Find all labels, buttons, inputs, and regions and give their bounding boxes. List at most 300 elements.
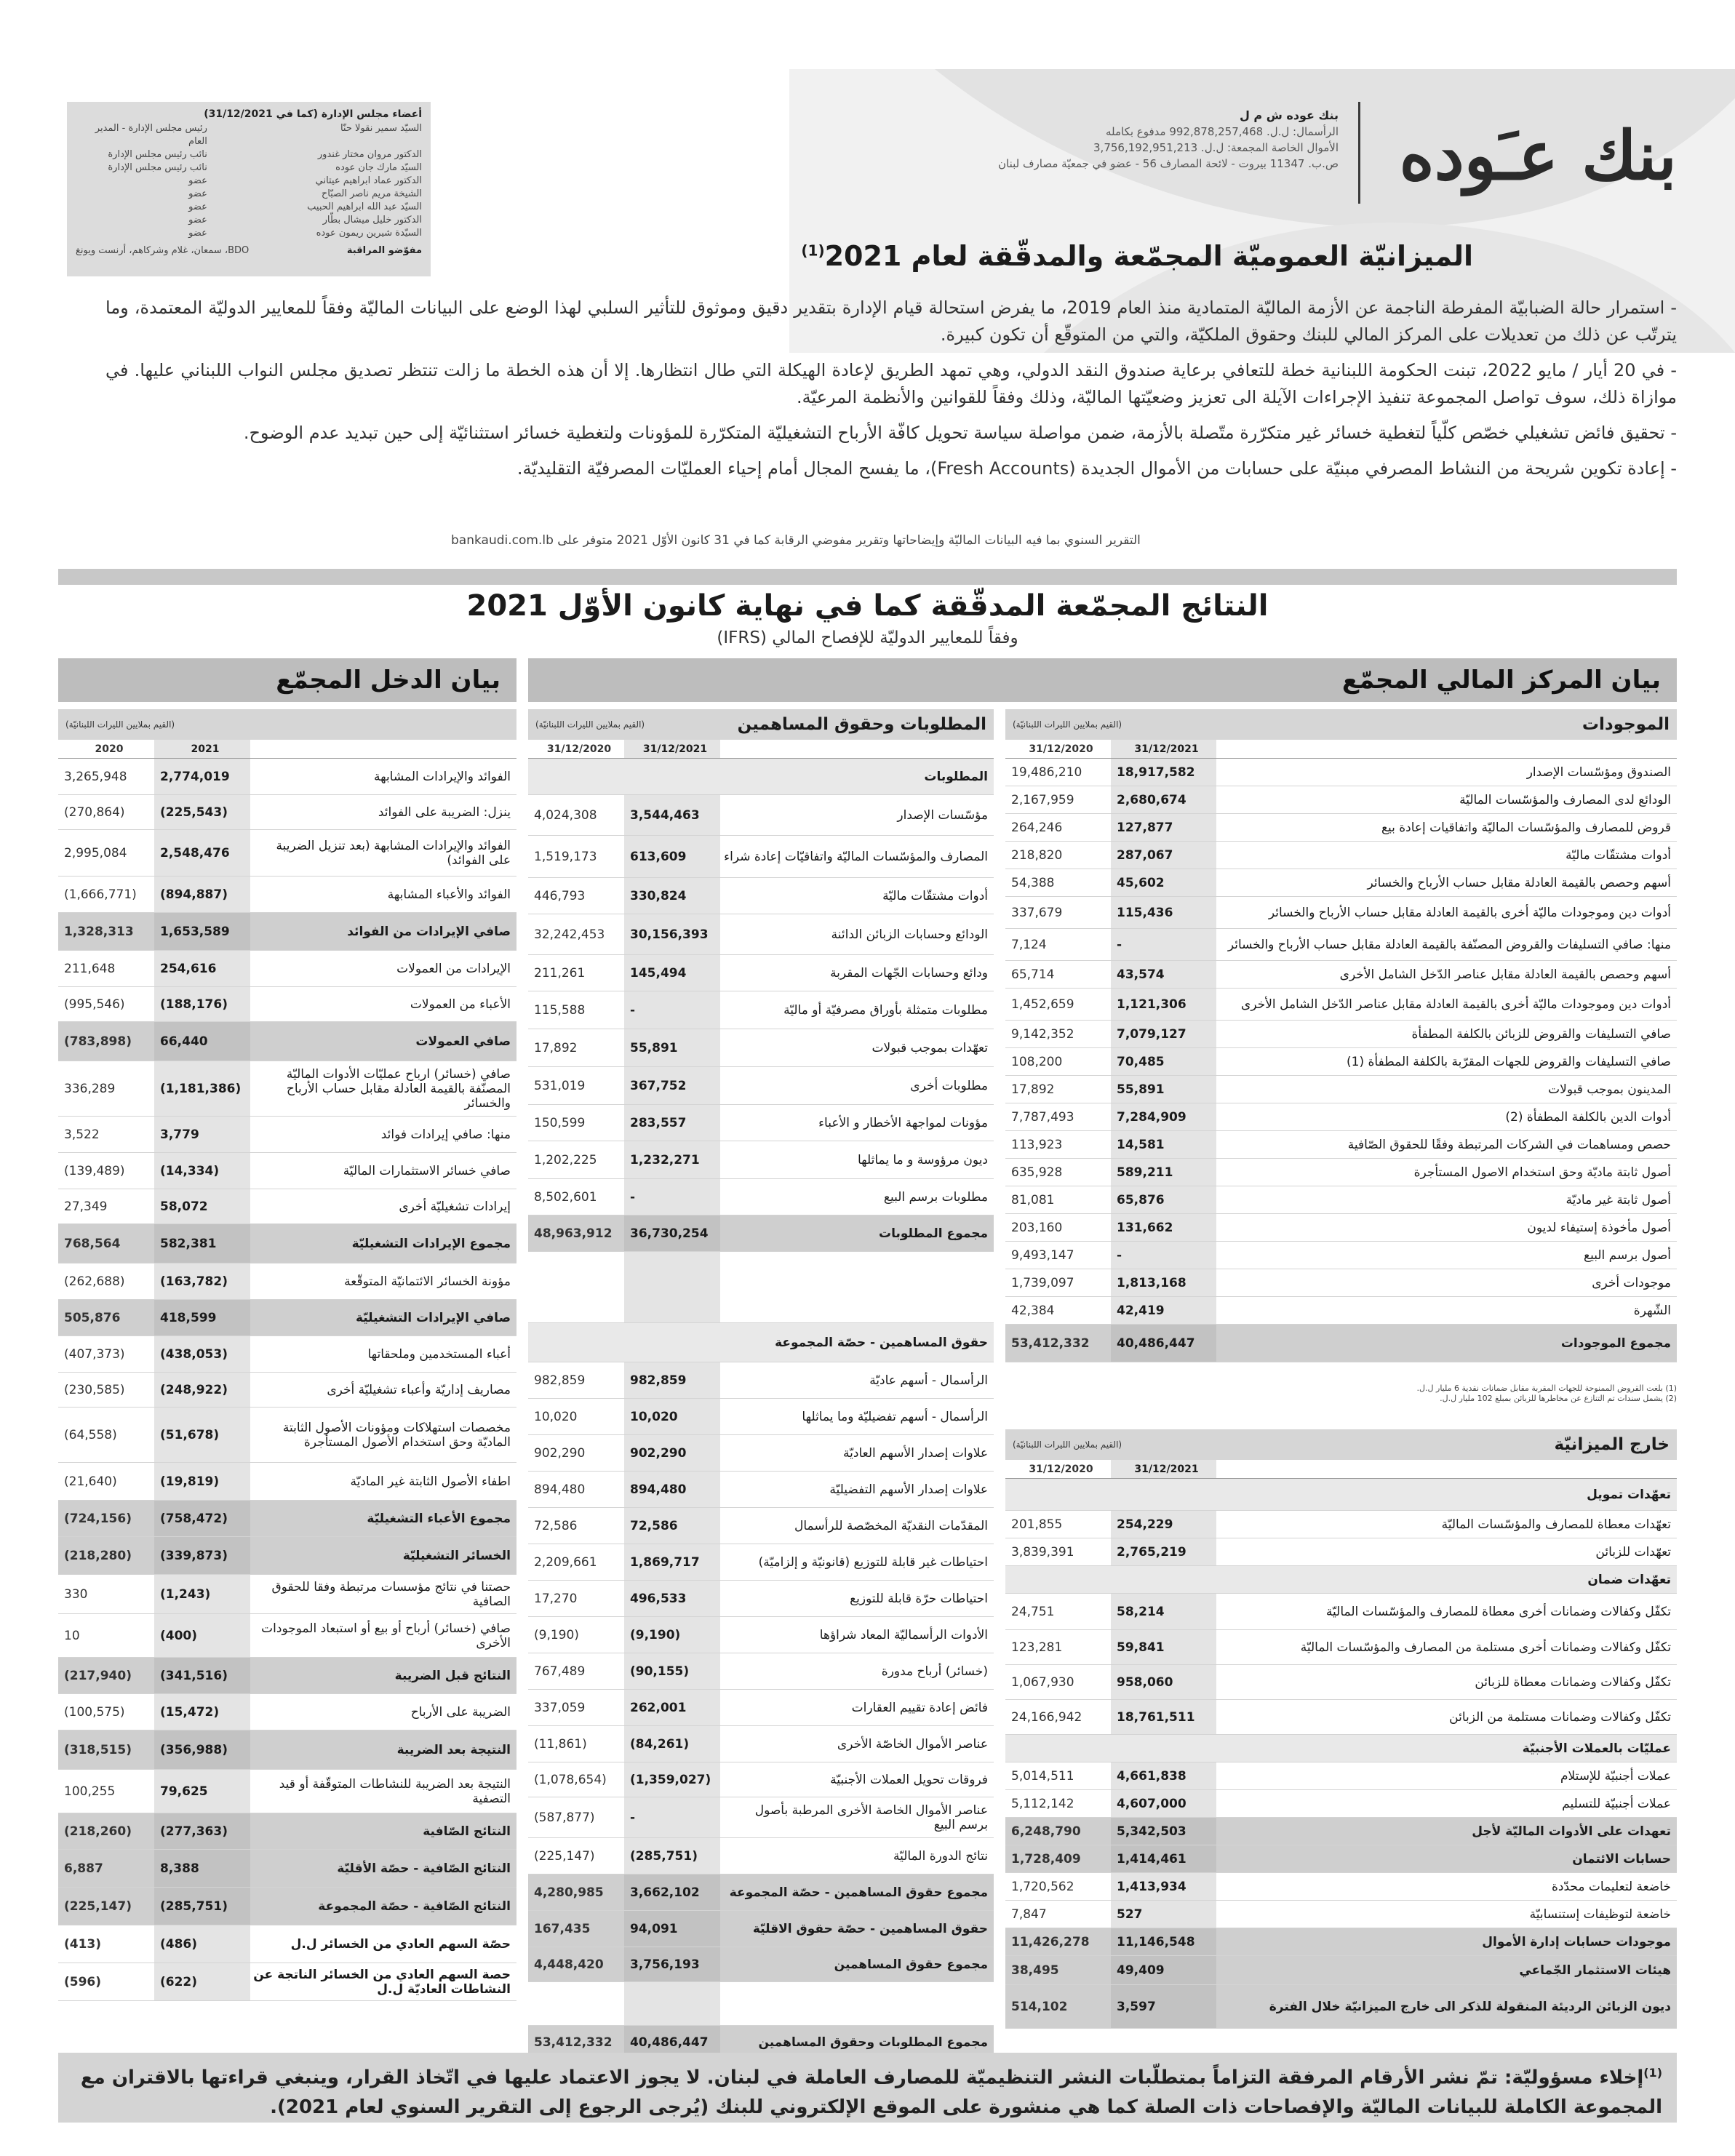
value-previous: (218,260) — [64, 1824, 132, 1839]
table-row — [58, 1925, 516, 1963]
row-label: خاضعة لتعليمات محدّدة — [1551, 1879, 1671, 1894]
disclaimer-text: إخلاء مسؤوليّة: تمّ نشر الأرقام المرفقة التزاماً بمتطلّبات النشر التنظيميّة للمصارف العاملة في لبنان. لا يجوز الاعتماد عليها في اتّخاذ القرار، وينبغي قراءتها بالاقتران مع المجموعة الكاملة للبيانات الماليّة والإفصاحات ذات الصلة كما هي منشورة على الموقع الإلكتروني للبنك (يُرجى الرجوع إلى التقرير السنوي لعام 2021). — [80, 2067, 1662, 2118]
table-row — [1005, 786, 1677, 814]
value-previous: 768,564 — [64, 1236, 121, 1251]
value-previous: 17,892 — [1011, 1082, 1055, 1097]
value-previous: 24,166,942 — [1011, 1709, 1082, 1725]
value-previous: 54,388 — [1011, 875, 1055, 890]
row-label: احتياطات حرّة قابلة للتوزيع — [850, 1591, 988, 1606]
value-previous: (318,515) — [64, 1742, 132, 1757]
table-row — [58, 1813, 516, 1850]
value-previous: 1,452,659 — [1011, 997, 1074, 1012]
value-current: (248,922) — [154, 1373, 250, 1407]
value-previous: 201,855 — [1011, 1517, 1063, 1532]
board-member-name: السيّد عبد الله ابراهيم الحبيب — [307, 201, 422, 212]
value-previous: 19,486,210 — [1011, 764, 1082, 780]
board-member — [76, 175, 422, 188]
value-previous: 1,202,225 — [534, 1152, 597, 1167]
value-current: 72,586 — [624, 1508, 720, 1544]
value-previous: 42,384 — [1011, 1303, 1055, 1318]
board-member-name: السيّدة شيرين ريمون عوده — [316, 228, 422, 239]
value-current: - — [624, 991, 720, 1029]
row-label: حصة السهم العادي من الخسائر الناتجة عن النشاطات العاديّة ل.ل — [253, 1967, 511, 1997]
table-row — [58, 1463, 516, 1501]
table-row — [1005, 1325, 1677, 1362]
year-header-spacer — [720, 740, 994, 758]
row-label: ديون مرؤوسة و ما يماثلها — [857, 1152, 988, 1167]
table-row — [528, 1690, 994, 1726]
value-current — [624, 1323, 720, 1362]
table-row — [528, 795, 994, 836]
table-row — [58, 1189, 516, 1224]
value-previous: (262,688) — [64, 1274, 125, 1289]
value-previous — [528, 1323, 624, 1362]
assets-table — [1005, 709, 1677, 1362]
row-label: مؤسّسات الإصدار — [897, 807, 988, 823]
value-current: 2,680,674 — [1111, 786, 1216, 813]
results-subtitle: وفقاً للمعايير الدوليّة للإفصاح المالي (IFRS) — [717, 628, 1018, 647]
highlight-paragraph: - تحقيق فائض تشغيلي خصّص كلّياً لتغطية خسائر غير متكرّرة متّصلة بالأزمة، ضمن مواصلة سياسة تحويل كافّة الأرباح التشغيليّة المتكرّرة للمؤونات ولتغطية خسائر استثنائيّة إلى حين تبديد عدم الوضوح. — [243, 423, 1677, 443]
value-previous: 1,328,313 — [64, 924, 134, 939]
row-label: الصندوق ومؤسّسات الإصدار — [1526, 764, 1671, 780]
table-row — [1005, 1735, 1677, 1762]
table-row — [58, 1153, 516, 1189]
row-label: صافي (خسائر) أرباح أو بيع أو استبعاد الموجودات الأخرى — [261, 1621, 511, 1650]
table-row — [1005, 814, 1677, 842]
value-previous: 505,876 — [64, 1310, 121, 1325]
value-current: (188,176) — [154, 987, 250, 1021]
row-label: النتائج الصّافية — [423, 1824, 511, 1839]
table-row — [1005, 1845, 1677, 1873]
row-label: تكفّل وكفالات وضمانات معطاة للزبائن — [1475, 1674, 1671, 1690]
value-previous: 330 — [64, 1586, 88, 1602]
row-label: الودائع لدى المصارف والمؤسّسات الماليّة — [1459, 792, 1671, 807]
table-row — [1005, 1297, 1677, 1325]
value-previous: (230,585) — [64, 1382, 125, 1397]
board-member-role: نائب رئيس مجلس الإدارة — [108, 162, 207, 173]
value-current: (339,873) — [154, 1537, 250, 1574]
year-current: 31/12/2021 — [1111, 740, 1216, 758]
bank-registration: ص.ب. 11347 بيروت - لائحة المصارف 56 - عضو في جمعيّة مصارف لبنان — [998, 157, 1339, 170]
value-previous: 767,489 — [534, 1664, 586, 1679]
row-label: تعهّدات معطاة للمصارف والمؤسّسات الماليّة — [1441, 1517, 1671, 1532]
table-row — [528, 1581, 994, 1617]
value-current: (90,155) — [624, 1653, 720, 1689]
table-row — [1005, 1700, 1677, 1735]
value-current: 10,020 — [624, 1399, 720, 1434]
value-previous: (21,640) — [64, 1474, 117, 1489]
value-current: 894,480 — [624, 1472, 720, 1507]
row-label: منها: صافي إيرادات فوائد — [380, 1127, 511, 1142]
disclaimer — [58, 2053, 1677, 2123]
unit-label: (القيم بملايين الليرات اللبنانيّة) — [1013, 1440, 1122, 1450]
table-row — [58, 1022, 516, 1061]
table-row — [58, 1263, 516, 1300]
row-label: أعباء المستخدمين وملحقاتها — [367, 1346, 511, 1362]
value-previous: 167,435 — [534, 1921, 591, 1936]
table-row — [1005, 869, 1677, 897]
assets-footnotes — [1005, 1384, 1677, 1404]
value-current: 115,436 — [1111, 897, 1216, 928]
table-row — [1005, 1076, 1677, 1103]
table-row — [1005, 1511, 1677, 1538]
value-previous: 5,014,511 — [1011, 1768, 1074, 1784]
value-previous: 48,963,912 — [534, 1226, 613, 1241]
row-label: صافي الإيرادات التشغيليّة — [355, 1310, 511, 1325]
assets-footnote: (2) يشمل سندات تم التنازع عن مخاطرها للزبائن بمبلغ 102 مليار ل.ل. — [1440, 1394, 1677, 1403]
value-previous: 902,290 — [534, 1445, 586, 1461]
value-previous: 7,124 — [1011, 937, 1047, 952]
value-current: (622) — [154, 1963, 250, 2000]
row-label: مطلوبات برسم البيع — [883, 1189, 988, 1205]
board-member-role: عضو — [188, 201, 207, 212]
table-row — [58, 1501, 516, 1537]
value-previous: 3,839,391 — [1011, 1544, 1074, 1560]
value-current: 43,574 — [1111, 961, 1216, 988]
table-row — [58, 913, 516, 951]
value-previous: (1,666,771) — [64, 887, 137, 902]
value-current: 1,121,306 — [1111, 989, 1216, 1020]
row-label: حصتنا في نتائج مؤسسات مرتبطة وفقا للحقوق الصافية — [271, 1579, 511, 1609]
row-label: الإيرادات من العمولات — [396, 961, 511, 976]
row-label: مجموع الموجودات — [1560, 1335, 1671, 1351]
value-current: 55,891 — [624, 1029, 720, 1066]
board-member — [76, 201, 422, 214]
table-row — [58, 1614, 516, 1658]
table-row — [528, 1105, 994, 1141]
table-row — [1005, 1985, 1677, 2029]
year-header-spacer — [1216, 1460, 1677, 1478]
table-row — [1005, 1269, 1677, 1297]
value-current: 66,440 — [154, 1022, 250, 1061]
value-current: 496,533 — [624, 1581, 720, 1616]
section-income-statement: بيان الدخل المجمّع — [58, 658, 516, 702]
row-label: الرأسمال - أسهم عاديّة — [869, 1373, 988, 1388]
value-previous: 32,242,453 — [534, 927, 605, 942]
row-label: (خسائر) أرباح مدورة — [881, 1664, 988, 1679]
year-previous: 31/12/2020 — [1029, 743, 1093, 755]
value-current: (400) — [154, 1614, 250, 1657]
year-header-row — [58, 740, 516, 759]
value-previous: 211,648 — [64, 961, 116, 976]
board-members-box — [67, 102, 431, 276]
row-label: مؤونات لمواجهة الأخطار و الأعباء — [818, 1115, 988, 1130]
value-previous: 514,102 — [1011, 1999, 1068, 2014]
auditors-row — [76, 244, 422, 257]
table-row — [1005, 1630, 1677, 1665]
table-row — [58, 1224, 516, 1263]
board-member — [76, 188, 422, 201]
row-label: صافي التسليفات والقروض للجهات المقرّبة بالكلفة المطفأة (1) — [1347, 1054, 1671, 1069]
value-current: 3,779 — [154, 1117, 250, 1152]
table-row — [58, 1336, 516, 1373]
table-row — [528, 1067, 994, 1105]
row-label: فائض إعادة تقييم العقارات — [851, 1700, 988, 1715]
value-previous: (225,147) — [534, 1848, 595, 1864]
row-label: أصول برسم البيع — [1584, 1247, 1671, 1263]
value-previous: 24,751 — [1011, 1604, 1055, 1619]
value-previous — [528, 1982, 624, 2025]
row-label: أسهم وحصص بالقيمة العادلة مقابل عناصر الدّخل الشامل الأخرى — [1339, 967, 1671, 982]
unit-label: (القيم بملايين الليرات اللبنانيّة) — [535, 719, 645, 730]
value-current — [1111, 1566, 1216, 1593]
value-previous: 635,928 — [1011, 1165, 1063, 1180]
row-label: مؤونة الخسائر الائتمانيّة المتوقّعة — [344, 1274, 511, 1289]
value-previous: 211,261 — [534, 965, 586, 981]
board-title: أعضاء مجلس الإدارة (كما في 31/12/2021) — [204, 108, 422, 120]
value-current: 127,877 — [1111, 814, 1216, 841]
value-current: (225,543) — [154, 795, 250, 829]
value-previous: 1,739,097 — [1011, 1275, 1074, 1290]
value-current: 3,544,463 — [624, 795, 720, 835]
value-current: 902,290 — [624, 1435, 720, 1471]
value-current — [1111, 1735, 1216, 1762]
value-current: 11,146,548 — [1111, 1928, 1216, 1955]
table-row — [528, 914, 994, 955]
table-row — [528, 1838, 994, 1874]
table-title: خارج الميزانيّة — [1554, 1435, 1670, 1454]
row-label: المقدّمات النقديّة المخصّصة للرأسمال — [794, 1518, 988, 1533]
row-label: النتائج قبل الضريبة — [394, 1668, 511, 1683]
table-row — [528, 991, 994, 1029]
table-row — [528, 1179, 994, 1215]
value-current: 49,409 — [1111, 1956, 1216, 1984]
value-previous: 531,019 — [534, 1078, 586, 1093]
value-current: (285,751) — [624, 1838, 720, 1874]
row-label: تعهدات على الأدوات الماليّة لأجل — [1472, 1824, 1671, 1839]
row-label: صافي (خسائر) ارباح عمليّات الأدوات الماليّة المصنّفة بالقيمة العادلة مقابل حساب الأرباح والخسائر — [286, 1066, 511, 1111]
row-label: الفوائد والإيرادات المشابهة — [374, 769, 511, 784]
year-previous: 31/12/2020 — [1029, 1463, 1093, 1475]
row-label: الفوائد والأعباء المشابهة — [387, 887, 511, 902]
board-member-role: عضو — [188, 228, 207, 239]
row-label: المدينون بموجب قبولات — [1548, 1082, 1671, 1097]
table-row — [1005, 1048, 1677, 1076]
year-current: 2021 — [154, 740, 250, 758]
row-label: أدوات الدين بالكلفة المطفأة (2) — [1505, 1109, 1671, 1125]
value-previous: 5,112,142 — [1011, 1796, 1074, 1811]
value-current: (51,678) — [154, 1408, 250, 1462]
table-header — [528, 709, 994, 740]
value-previous — [1005, 1735, 1111, 1762]
table-header — [1005, 1429, 1677, 1460]
table-row — [1005, 897, 1677, 929]
value-previous: 27,349 — [64, 1199, 108, 1214]
row-label: صافي خسائر الاستثمارات الماليّة — [343, 1163, 511, 1178]
row-label: عملات أجنبيّة للإستلام — [1560, 1768, 1671, 1784]
board-member-role: عضو — [188, 175, 207, 186]
row-label: خاضعة لتوظيفات إستنسابيّة — [1529, 1907, 1671, 1922]
value-previous: (724,156) — [64, 1511, 132, 1526]
value-current: (1,243) — [154, 1575, 250, 1613]
value-current: (9,190) — [624, 1617, 720, 1653]
value-current: 254,616 — [154, 951, 250, 986]
table-row — [1005, 1818, 1677, 1845]
table-row — [1005, 961, 1677, 989]
value-current: 2,765,219 — [1111, 1538, 1216, 1565]
table-header — [58, 709, 516, 740]
value-current: - — [1111, 1242, 1216, 1269]
value-previous: (100,575) — [64, 1704, 125, 1720]
row-label: تكفّل وكفالات وضمانات مستلمة من الزبائن — [1449, 1709, 1671, 1725]
table-row — [528, 1797, 994, 1838]
value-previous: 3,522 — [64, 1127, 100, 1142]
board-member — [76, 227, 422, 240]
value-previous: 10 — [64, 1628, 80, 1643]
board-member-name: الدكتور عماد ابراهيم عيتاني — [315, 175, 422, 186]
auditors-names: BDO، سمعان، غلام وشركاهم، أرنست ويونغ — [76, 245, 250, 256]
table-row — [58, 1408, 516, 1463]
table-row — [58, 1575, 516, 1614]
value-current: - — [624, 1179, 720, 1215]
row-label: الشّهرة — [1633, 1303, 1671, 1318]
value-current: 1,414,461 — [1111, 1845, 1216, 1872]
row-label: تعهّدات ضمان — [1587, 1572, 1671, 1587]
table-row — [528, 1653, 994, 1690]
table-row — [58, 1117, 516, 1153]
value-current: 1,653,589 — [154, 913, 250, 950]
row-label: عمليّات بالعملات الأجنبيّة — [1522, 1741, 1671, 1756]
board-member-name: الشيخة مريم ناصر الصبّاح — [321, 188, 422, 199]
table-row — [1005, 1566, 1677, 1594]
table-row — [58, 1300, 516, 1336]
value-current: 14,581 — [1111, 1131, 1216, 1158]
value-previous: 1,728,409 — [1011, 1851, 1081, 1866]
row-label: نتائج الدورة الماليّة — [893, 1848, 988, 1864]
value-current: 1,232,271 — [624, 1141, 720, 1178]
row-label: الأعباء من العمولات — [410, 997, 511, 1012]
table-row — [58, 877, 516, 913]
value-current — [1111, 1479, 1216, 1510]
year-previous: 2020 — [95, 743, 124, 755]
value-previous: 1,067,930 — [1011, 1674, 1074, 1690]
value-previous: 1,720,562 — [1011, 1879, 1074, 1894]
value-previous: (407,373) — [64, 1346, 125, 1362]
year-header-row — [528, 740, 994, 759]
row-label: مجموع المطلوبات — [879, 1226, 988, 1241]
table-row — [1005, 759, 1677, 786]
table-row — [58, 1061, 516, 1117]
value-current: 1,413,934 — [1111, 1873, 1216, 1900]
value-current — [624, 1982, 720, 2025]
value-current: 45,602 — [1111, 869, 1216, 896]
row-label: تعهّدات تمويل — [1587, 1487, 1671, 1502]
value-previous: 38,495 — [1011, 1963, 1059, 1978]
year-current: 31/12/2021 — [1111, 1460, 1216, 1478]
row-label: عناصر الأموال الخاصة الأخرى المرطبة بأصول برسم البيع — [754, 1802, 988, 1832]
row-label: حقوق المساهمين - حصّة حقوق الاقليّة — [752, 1921, 988, 1936]
auditors-label: مفوّضو المراقبة — [346, 245, 422, 256]
value-current: 40,486,447 — [1111, 1325, 1216, 1362]
row-label: الودائع وحسابات الزبائن الدائنة — [831, 927, 988, 942]
row-label: أصول ثابتة غير ماديّة — [1566, 1192, 1671, 1207]
value-current: 58,072 — [154, 1189, 250, 1223]
table-row — [58, 1373, 516, 1408]
value-previous: 6,248,790 — [1011, 1824, 1081, 1839]
table-row — [1005, 1242, 1677, 1269]
value-current: (438,053) — [154, 1336, 250, 1372]
row-label: مطلوبات أخرى — [910, 1078, 988, 1093]
table-row — [528, 878, 994, 914]
value-current: 4,607,000 — [1111, 1790, 1216, 1817]
row-label: منها: صافي التسليفات والقروض المصنّفة بالقيمة العادلة مقابل حساب الأرباح والخسائر — [1227, 937, 1671, 952]
table-row — [1005, 1103, 1677, 1131]
value-previous: 123,281 — [1011, 1640, 1063, 1655]
board-member-name: السيّد سمير نقولا حنّا — [340, 123, 422, 134]
table-row — [528, 1435, 994, 1472]
year-previous: 31/12/2020 — [546, 743, 612, 755]
table-row — [1005, 1159, 1677, 1186]
table-row — [528, 1029, 994, 1067]
table-row — [1005, 1479, 1677, 1511]
value-previous: 264,246 — [1011, 820, 1063, 835]
value-previous: 982,859 — [534, 1373, 586, 1388]
value-previous: 115,588 — [534, 1002, 586, 1018]
bank-capital: الرأسمال: ل.ل. 992,878,257,468 مدفوع بكامله — [1105, 125, 1339, 138]
value-current: 1,869,717 — [624, 1544, 720, 1580]
row-label: مجموع حقوق المساهمين — [834, 1957, 988, 1972]
value-current: 94,091 — [624, 1911, 720, 1947]
table-row — [58, 1963, 516, 2001]
value-previous: 7,847 — [1011, 1907, 1047, 1922]
board-member — [76, 122, 422, 148]
value-previous: 17,270 — [534, 1591, 578, 1606]
value-previous: (217,940) — [64, 1668, 132, 1683]
value-previous: 113,923 — [1011, 1137, 1063, 1152]
highlights — [105, 295, 1677, 491]
value-current: 418,599 — [154, 1300, 250, 1335]
row-label: تعهّدات بموجب قبولات — [872, 1040, 988, 1055]
board-member-name: الدكتور مروان مختار غندور — [317, 149, 422, 160]
value-current: 18,761,511 — [1111, 1700, 1216, 1734]
row-label: أسهم وحصص بالقيمة العادلة مقابل حساب الأرباح والخسائر — [1367, 875, 1671, 890]
value-previous: (587,877) — [534, 1810, 595, 1825]
row-label: النتائج الصّافية - حصّة الأقليّة — [337, 1861, 511, 1876]
row-label: النتيجة بعد الضريبة للنشاطات المتوقّفة أو قيد التصفية — [279, 1776, 511, 1806]
value-current: 330,824 — [624, 878, 720, 914]
year-current: 31/12/2021 — [624, 740, 720, 758]
value-current: 79,625 — [154, 1770, 250, 1813]
bank-reserves: الأموال الخاصة المجمعة: ل.ل. 3,756,192,951,213 — [1093, 141, 1339, 154]
value-current: (84,261) — [624, 1726, 720, 1762]
value-previous: 7,787,493 — [1011, 1109, 1074, 1125]
year-header-row — [1005, 1460, 1677, 1479]
table-row — [58, 951, 516, 987]
value-previous: 9,493,147 — [1011, 1247, 1074, 1263]
table-row — [1005, 1538, 1677, 1566]
table-row — [1005, 1901, 1677, 1928]
row-label: ديون الزبائن الرديئة المنقولة للذكر الى خارج الميزانيّة خلال الفترة — [1269, 1999, 1671, 2014]
table-row — [58, 987, 516, 1022]
row-label: تكفّل وكفالات وضمانات أخرى مستلمة من المصارف والمؤسّسات الماليّة — [1300, 1640, 1671, 1655]
value-current: 40,486,447 — [624, 2026, 720, 2059]
value-current: (15,472) — [154, 1694, 250, 1730]
value-previous: (225,147) — [64, 1899, 132, 1914]
value-previous — [528, 759, 624, 794]
table-row — [1005, 1928, 1677, 1956]
value-previous: 53,412,332 — [1011, 1335, 1090, 1351]
row-label: صافي الإيرادات من الفوائد — [347, 924, 511, 939]
row-label: مطلوبات متمثلة بأوراق مصرفيّة أو ماليّة — [783, 1002, 988, 1018]
value-current: 131,662 — [1111, 1214, 1216, 1241]
value-current: 2,774,019 — [154, 759, 250, 794]
table-row — [58, 1730, 516, 1770]
income-table — [58, 709, 516, 2001]
row-label: حسابات الائتمان — [1572, 1851, 1671, 1866]
table-row — [1005, 1956, 1677, 1985]
value-previous: 9,142,352 — [1011, 1026, 1074, 1042]
value-previous: 108,200 — [1011, 1054, 1063, 1069]
